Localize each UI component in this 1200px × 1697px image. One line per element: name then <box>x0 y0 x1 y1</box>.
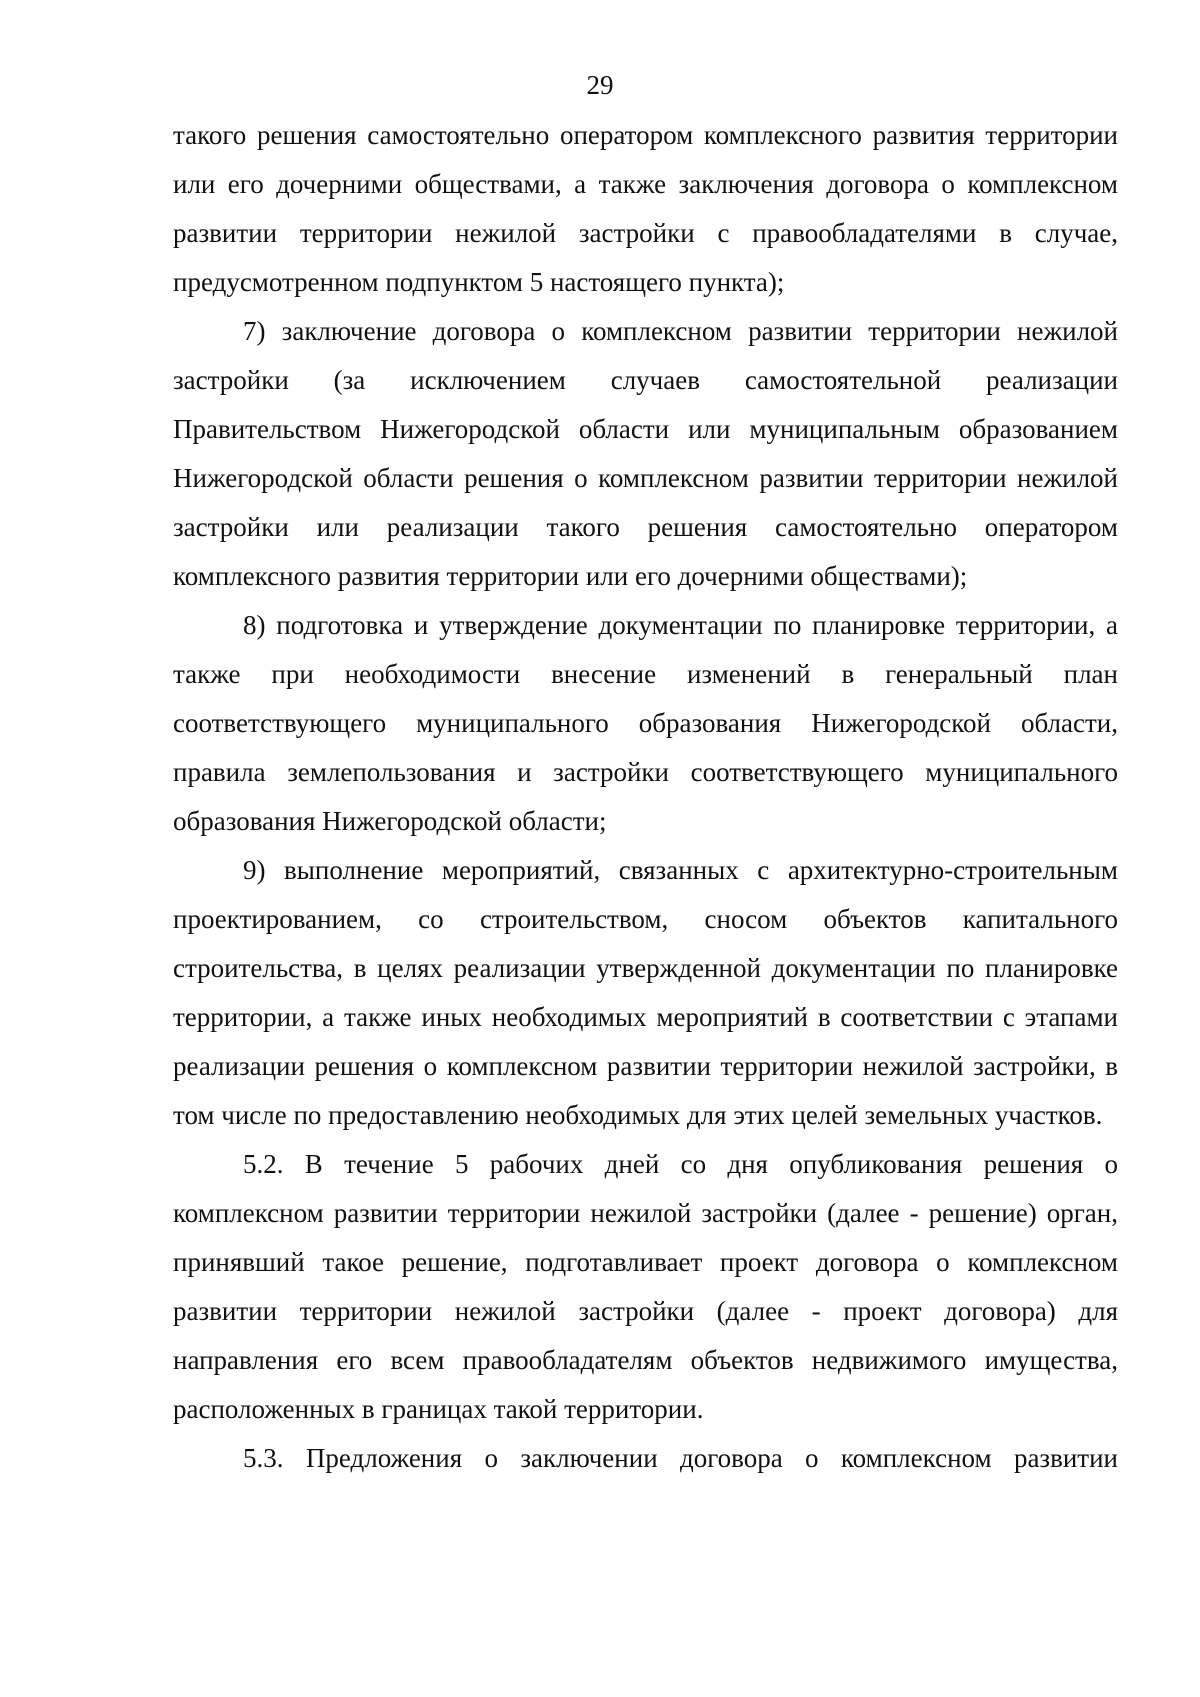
paragraph-section-5-3: 5.3. Предложения о заключении договора о комплексном развитии <box>243 1443 1118 1473</box>
paragraph-section-5-2: 5.2. В течение 5 рабочих дней со дня опубликования решения о комплексном развитии территории нежилой застройки (далее - решение) орган, принявший такое решение, подготавливает проект договора о комплексном развитии территории нежилой застройки (далее - проект договора) для направления его всем правообладателям объектов недвижимого имущества, расположенных в границах такой территории. <box>173 1149 1118 1424</box>
page-number: 29 <box>586 70 614 100</box>
paragraph-continuation: такого решения самостоятельно оператором комплексного развития территории или его дочерними обществами, а также заключения договора о комплексном развитии территории нежилой застройки с правообладателями в случае, предусмотренном подпунктом 5 настоящего пункта); <box>173 120 1118 297</box>
document-body <box>173 111 1118 1483</box>
paragraph-item-7: 7) заключение договора о комплексном развитии территории нежилой застройки (за исключением случаев самостоятельной реализации Правительством Нижегородской области или муниципальным образованием Нижегородской области решения о комплексном развитии территории нежилой застройки или реализации такого решения самостоятельно оператором комплексного развития территории или его дочерними обществами); <box>173 316 1118 591</box>
paragraph-item-9: 9) выполнение мероприятий, связанных с архитектурно-строительным проектированием, со строительством, сносом объектов капитального строительства, в целях реализации утвержденной документации по планировке территории, а также иных необходимых мероприятий в соответствии с этапами реализации решения о комплексном развитии территории нежилой застройки, в том числе по предоставлению необходимых для этих целей земельных участков. <box>173 855 1118 1130</box>
paragraph-item-8: 8) подготовка и утверждение документации по планировке территории, а также при необходимости внесение изменений в генеральный план соответствующего муниципального образования Нижегородской области, правила землепользования и застройки соответствующего муниципального образования Нижегородской области; <box>173 610 1118 836</box>
